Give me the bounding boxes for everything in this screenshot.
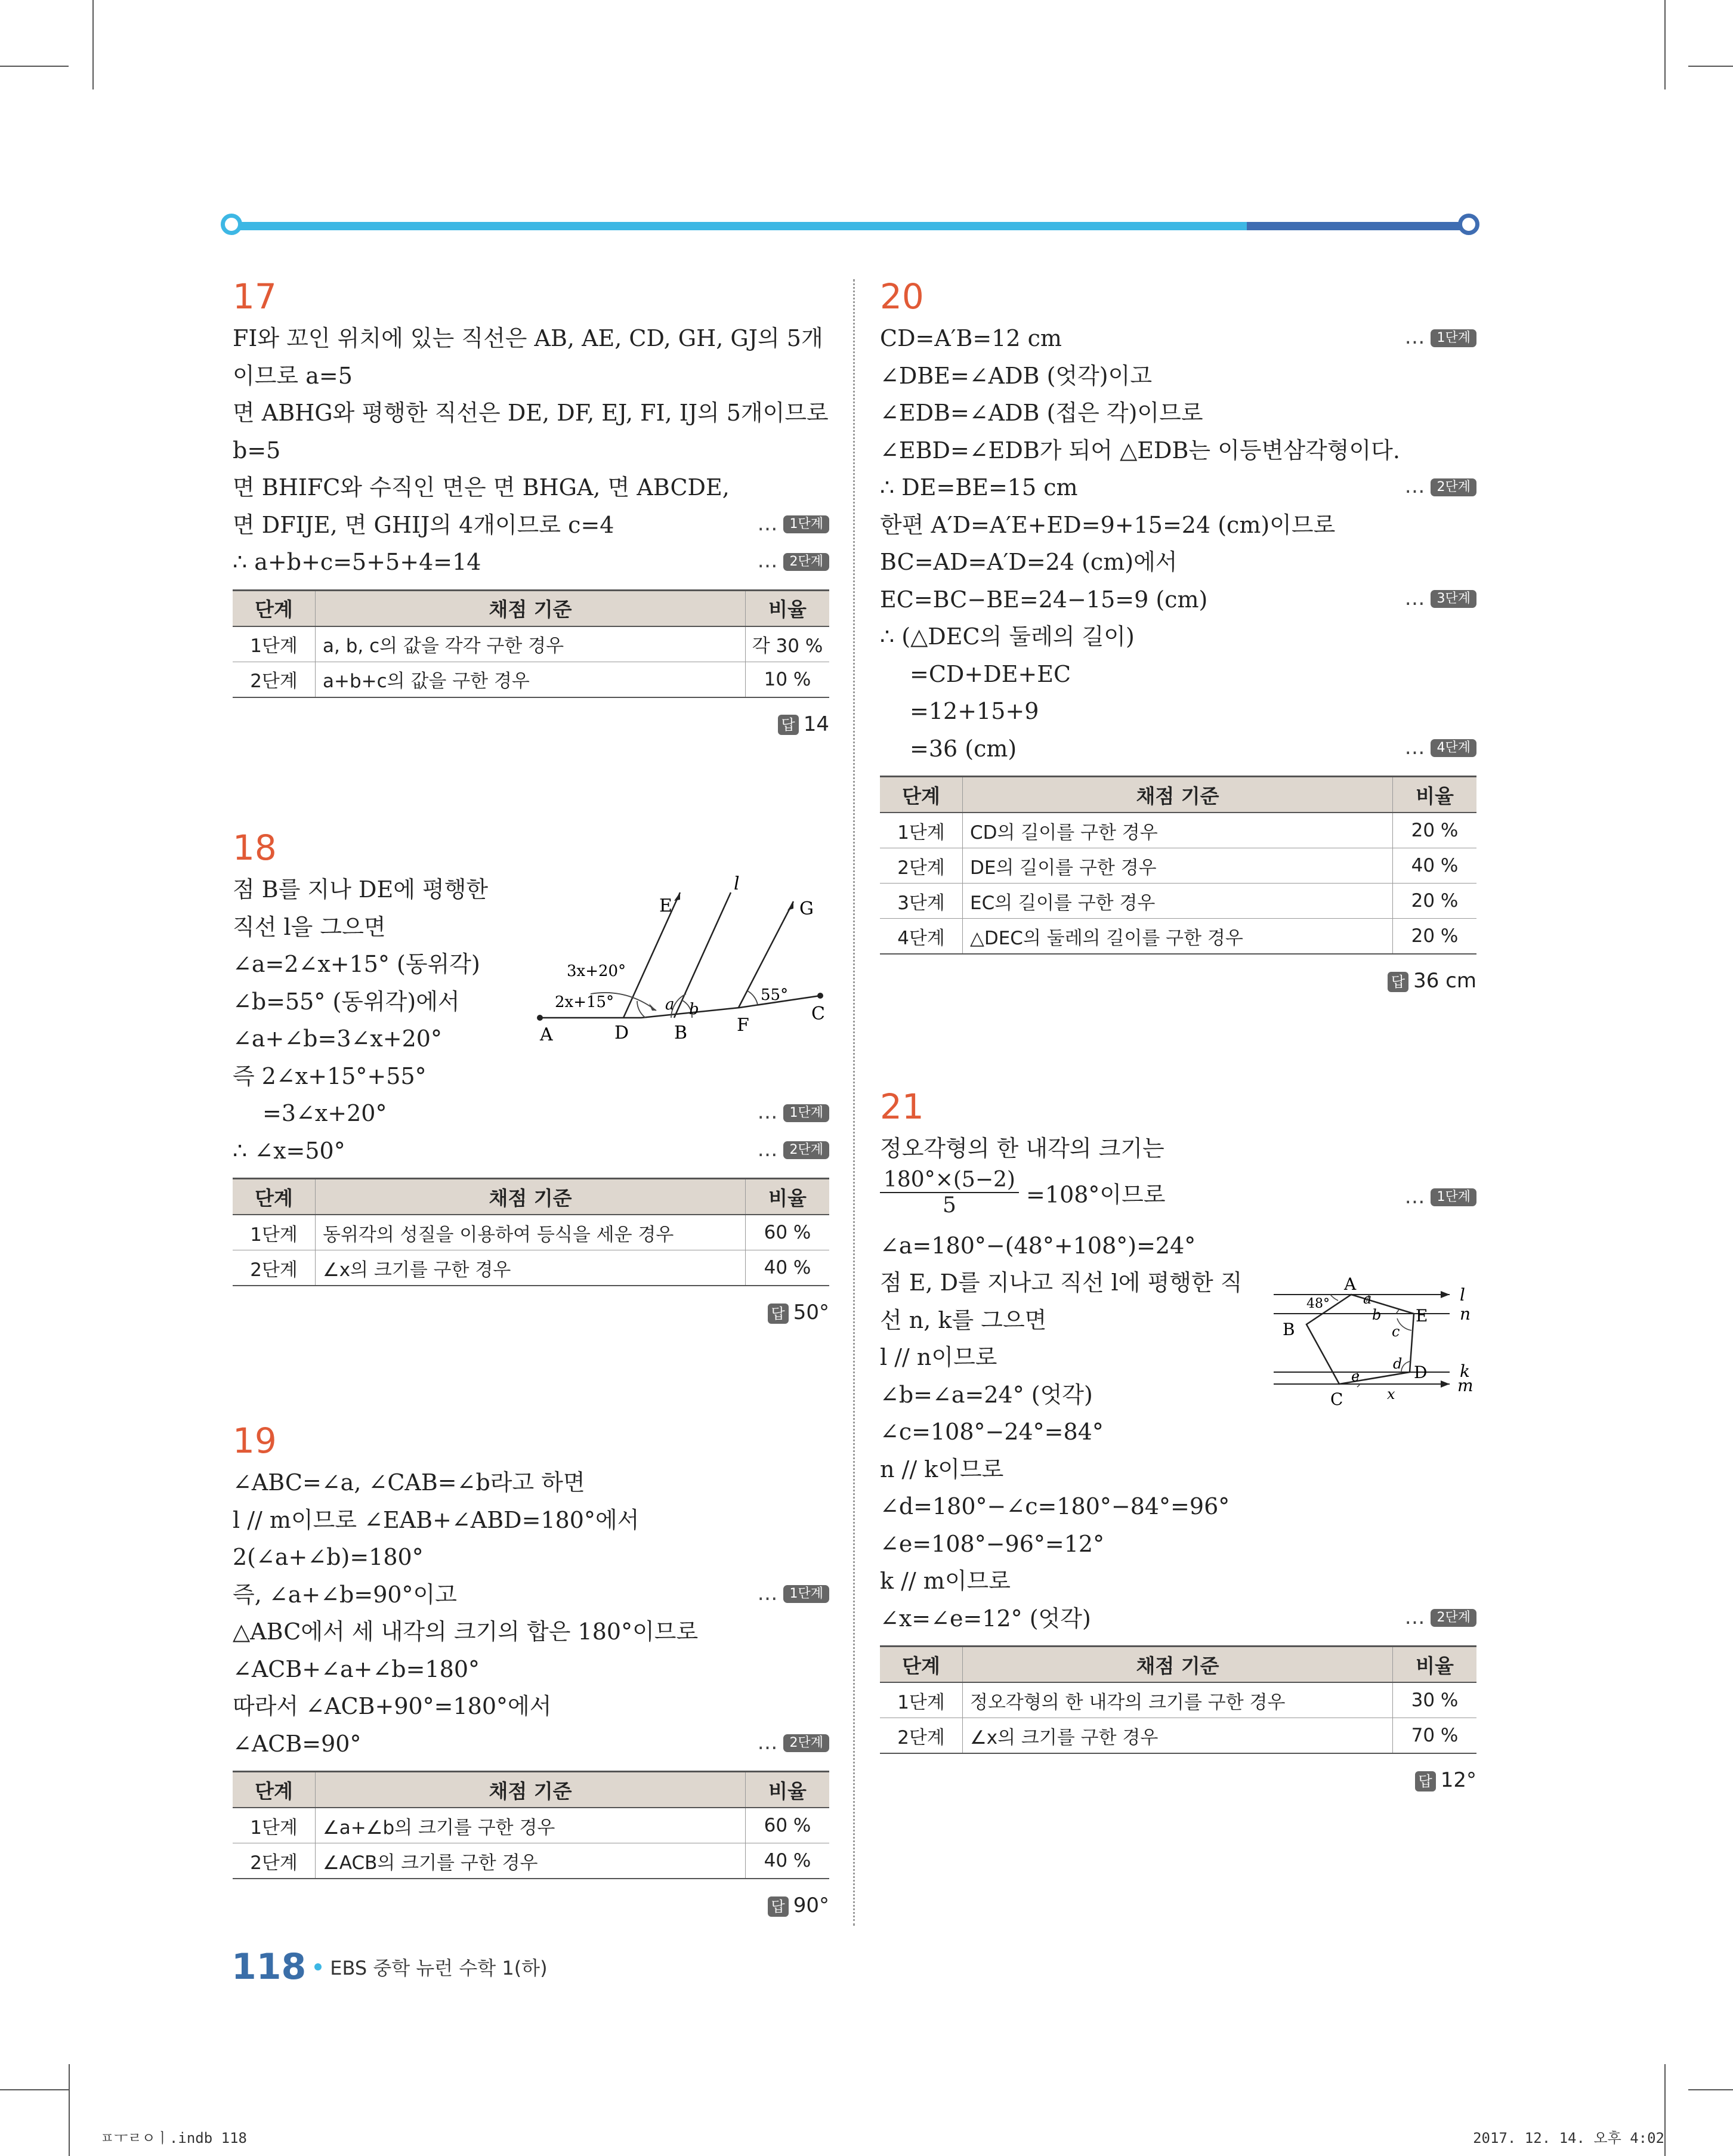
line-label: k xyxy=(1460,1361,1470,1381)
angle-label: b xyxy=(1372,1306,1382,1323)
angle-label: c xyxy=(1392,1323,1400,1340)
solution-line: 한편 A′D=A′E+ED=9+15=24 (cm)이므로 xyxy=(880,511,1336,538)
solution-line: EC=BC−BE=24−15=9 (cm) xyxy=(880,586,1208,613)
scoring-table: 단계 채점 기준 비율 1단계 정오각형의 한 내각의 크기를 구한 경우 30 % 2단계 ∠x의 크기를 구한 경우 70 % xyxy=(880,1645,1476,1754)
point-label: D xyxy=(614,1023,629,1043)
solution-line: ∠DBE=∠ADB (엇각)이고 xyxy=(880,362,1153,389)
table-row: 1단계 정오각형의 한 내각의 크기를 구한 경우 30 % xyxy=(880,1682,1476,1718)
angle-label: b xyxy=(689,1000,699,1018)
point-label: E xyxy=(659,895,672,916)
line-label: l xyxy=(1460,1285,1465,1305)
stage-marker: … 1단계 xyxy=(1404,1187,1476,1207)
solution-line: 점 B를 지나 DE에 평행한 xyxy=(233,876,489,903)
stage-marker: … 2단계 xyxy=(757,1732,829,1753)
solution-line: ∴ ∠x=50° xyxy=(233,1137,345,1164)
solution-line: 즉 2∠x+15°+55° xyxy=(233,1062,427,1089)
problem-number: 17 xyxy=(233,276,277,317)
point-label: G xyxy=(799,898,814,919)
solution-line: 즉, ∠a+∠b=90°이고 xyxy=(233,1581,457,1608)
solution-line: CD=A′B=12 cm xyxy=(880,325,1062,351)
problem-21 xyxy=(880,1086,1476,1792)
angle-label: 2x+15° xyxy=(555,993,614,1011)
solution-line: ∠ABC=∠a, ∠CAB=∠b라고 하면 xyxy=(233,1469,585,1496)
solution-line: △ABC에서 세 내각의 크기의 합은 180°이므로 xyxy=(233,1618,699,1645)
answer: 답 12° xyxy=(880,1768,1476,1792)
crop-mark xyxy=(1688,2089,1733,2090)
solution-line: 점 E, D를 지나고 직선 l에 평행한 직 xyxy=(880,1269,1243,1296)
point-label: D xyxy=(1414,1363,1428,1382)
scoring-table: 단계 채점 기준 비율 1단계 a, b, c의 값을 각각 구한 경우 각 30 % 2단계 a+b+c의 값을 구한 경우 10 % xyxy=(233,589,829,698)
answer: 답 90° xyxy=(233,1894,829,1917)
solution-line: =CD+DE+EC xyxy=(910,660,1071,687)
solution-line: ∠c=108°−24°=84° xyxy=(880,1419,1104,1445)
solution-line: ∠EBD=∠EDB가 되어 △EDB는 이등변삼각형이다. xyxy=(880,437,1400,464)
point-label: C xyxy=(1330,1389,1343,1409)
table-row: 2단계 DE의 길이를 구한 경우 40 % xyxy=(880,848,1476,884)
solution-line: ∠d=180°−∠c=180°−84°=96° xyxy=(880,1493,1230,1519)
solution-line: 면 BHIFC와 수직인 면은 면 BHGA, 면 ABCDE, xyxy=(233,474,730,501)
solution-line: ∠EDB=∠ADB (접은 각)이므로 xyxy=(880,400,1203,426)
solution-line: l // n이므로 xyxy=(880,1344,997,1370)
solution-line: 이므로 a=5 xyxy=(233,362,353,389)
solution-line: ∠ACB=90° xyxy=(233,1730,362,1757)
table-row: 2단계 ∠x의 크기를 구한 경우 40 % xyxy=(233,1250,829,1286)
table-row: 1단계 동위각의 성질을 이용하여 등식을 세운 경우 60 % xyxy=(233,1215,829,1250)
solution-line: ∠a=2∠x+15° (동위각) xyxy=(233,951,480,977)
fraction: $\frac{180^\circ\times(5-2)}{5}$ xyxy=(880,1167,1019,1218)
solution-line: n // k이므로 xyxy=(880,1456,1004,1482)
problem-18 xyxy=(233,827,829,1324)
file-imprint: ㅍㅜㄹㅇㅣ.indb 118 xyxy=(100,2130,247,2146)
scoring-table: 단계 채점 기준 비율 1단계 ∠a+∠b의 크기를 구한 경우 60 % 2단계 ∠ACB의 크기를 구한 경우 40 % xyxy=(233,1771,829,1879)
date-imprint: 2017. 12. 14. 오후 4:02 xyxy=(1473,2130,1664,2146)
stage-marker: … 1단계 xyxy=(757,1583,829,1604)
solution-line: ∠x=∠e=12° (엇각) xyxy=(880,1605,1091,1632)
solution-line: BC=AD=A′D=24 (cm)에서 xyxy=(880,549,1178,575)
angle-label: 3x+20° xyxy=(567,962,626,980)
table-row: 1단계 CD의 길이를 구한 경우 20 % xyxy=(880,813,1476,848)
solution-line: ∠a=180°−(48°+108°)=24° xyxy=(880,1232,1196,1259)
stage-marker: … 4단계 xyxy=(1404,737,1476,758)
solution-line: l // m이므로 ∠EAB+∠ABD=180°에서 xyxy=(233,1506,640,1533)
stage-marker: … 3단계 xyxy=(1404,588,1476,609)
solution-line: FI와 꼬인 위치에 있는 직선은 AB, AE, CD, GH, GJ의 5개 xyxy=(233,325,823,351)
point-label: A xyxy=(540,1024,553,1045)
solution-line: =3∠x+20° xyxy=(262,1100,387,1126)
solution-line: ∠a+∠b=3∠x+20° xyxy=(233,1026,442,1052)
solution-line: 면 DFIJE, 면 GHIJ의 4개이므로 c=4 xyxy=(233,511,614,538)
crop-mark xyxy=(0,2089,69,2090)
point-label: A xyxy=(1344,1277,1357,1294)
solution-line: ∴ DE=BE=15 cm xyxy=(880,474,1078,501)
angle-label: e xyxy=(1351,1368,1360,1385)
table-row: 1단계 ∠a+∠b의 크기를 구한 경우 60 % xyxy=(233,1808,829,1843)
solution-line: 2(∠a+∠b)=180° xyxy=(233,1544,424,1570)
table-row: 2단계 ∠x의 크기를 구한 경우 70 % xyxy=(880,1718,1476,1754)
angle-label: 48° xyxy=(1306,1296,1330,1311)
crop-mark xyxy=(69,2064,70,2156)
point-label: E xyxy=(1416,1306,1428,1326)
stage-marker: … 1단계 xyxy=(757,1102,829,1122)
stage-marker: … 1단계 xyxy=(1404,327,1476,347)
solution-line: ∠b=∠a=24° (엇각) xyxy=(880,1381,1093,1408)
answer: 답 14 xyxy=(233,712,829,736)
answer: 답 36 cm xyxy=(880,969,1476,993)
solution-line: b=5 xyxy=(233,437,281,464)
scoring-table: 단계 채점 기준 비율 1단계 동위각의 성질을 이용하여 등식을 세운 경우 60 % 2단계 ∠x의 크기를 구한 경우 40 % xyxy=(233,1178,829,1286)
solution-line: ∠b=55° (동위각)에서 xyxy=(233,988,460,1015)
table-row: 1단계 a, b, c의 값을 각각 구한 경우 각 30 % xyxy=(233,626,829,662)
angle-label: a xyxy=(665,996,675,1014)
solution-line: k // m이므로 xyxy=(880,1568,1011,1594)
problem-number: 18 xyxy=(233,827,277,868)
answer: 답 50° xyxy=(233,1301,829,1324)
problem-17 xyxy=(233,276,829,736)
angle-label: d xyxy=(1393,1355,1403,1372)
solution-line: =36 (cm) xyxy=(910,735,1017,762)
problem-number: 20 xyxy=(880,276,924,317)
angle-label: 55° xyxy=(761,986,789,1004)
point-label: C xyxy=(811,1003,825,1024)
solution-line: 선 n, k를 그으면 xyxy=(880,1306,1047,1333)
solution-line: =108°이므로 xyxy=(1026,1181,1166,1207)
table-row: 2단계 a+b+c의 값을 구한 경우 10 % xyxy=(233,662,829,697)
problem-number: 19 xyxy=(233,1420,277,1461)
crop-mark xyxy=(92,0,94,89)
pentagon-figure xyxy=(1274,1277,1476,1414)
solution-line: 정오각형의 한 내각의 크기는 xyxy=(880,1135,1164,1162)
crop-mark xyxy=(1664,0,1666,89)
point-label: B xyxy=(674,1023,688,1043)
problem-20 xyxy=(880,276,1476,993)
stage-marker: … 2단계 xyxy=(757,551,829,571)
stage-marker: … 2단계 xyxy=(1404,1607,1476,1627)
solution-line: 직선 l을 그으면 xyxy=(233,913,386,940)
crop-mark xyxy=(1688,66,1733,67)
line-label: l xyxy=(734,875,740,894)
problem-number: 21 xyxy=(880,1086,924,1127)
stage-marker: … 1단계 xyxy=(757,514,829,534)
page-number: 118 xyxy=(231,1946,307,1988)
solution-line: ∴ a+b+c=5+5+4=14 xyxy=(233,549,481,575)
angle-label: a xyxy=(1363,1290,1372,1307)
solution-line: ∠ACB+∠a+∠b=180° xyxy=(233,1655,480,1682)
solution-line: 따라서 ∠ACB+90°=180°에서 xyxy=(233,1693,552,1719)
solution-line: ∠e=108°−96°=12° xyxy=(880,1530,1105,1557)
problem-19 xyxy=(233,1420,829,1917)
header-bar xyxy=(221,220,1479,233)
crop-mark xyxy=(1664,2064,1666,2156)
point-label: F xyxy=(737,1015,749,1036)
stage-marker: … 2단계 xyxy=(757,1139,829,1160)
line-label: m xyxy=(1457,1376,1473,1395)
point-label: B xyxy=(1283,1320,1295,1339)
table-row: 2단계 ∠ACB의 크기를 구한 경우 40 % xyxy=(233,1843,829,1879)
book-title: EBS 중학 뉴런 수학 1(하) xyxy=(330,1957,548,1979)
solution-line: =12+15+9 xyxy=(910,698,1039,724)
page-footer xyxy=(231,1946,548,1988)
scoring-table: 단계 채점 기준 비율 1단계 CD의 길이를 구한 경우 20 % 2단계 DE의 길이를 구한 경우 40 % 3단계 EC의 길이를 구한 경우 20 % 4단계 △DEC의 둘레의 길이를 구한 경우 20 % xyxy=(880,776,1476,955)
column-divider xyxy=(853,279,855,1926)
solution-line: 면 ABHG와 평행한 직선은 DE, DF, EJ, FI, IJ의 5개이므로 xyxy=(233,400,829,426)
parallel-lines-figure xyxy=(531,875,841,1048)
table-row: 3단계 EC의 길이를 구한 경우 20 % xyxy=(880,884,1476,919)
crop-mark xyxy=(0,66,69,67)
angle-label: x xyxy=(1387,1386,1395,1403)
solution-line: ∴ (△DEC의 둘레의 길이) xyxy=(880,623,1135,650)
line-label: n xyxy=(1460,1304,1471,1324)
stage-marker: … 2단계 xyxy=(1404,476,1476,496)
table-row: 4단계 △DEC의 둘레의 길이를 구한 경우 20 % xyxy=(880,919,1476,955)
